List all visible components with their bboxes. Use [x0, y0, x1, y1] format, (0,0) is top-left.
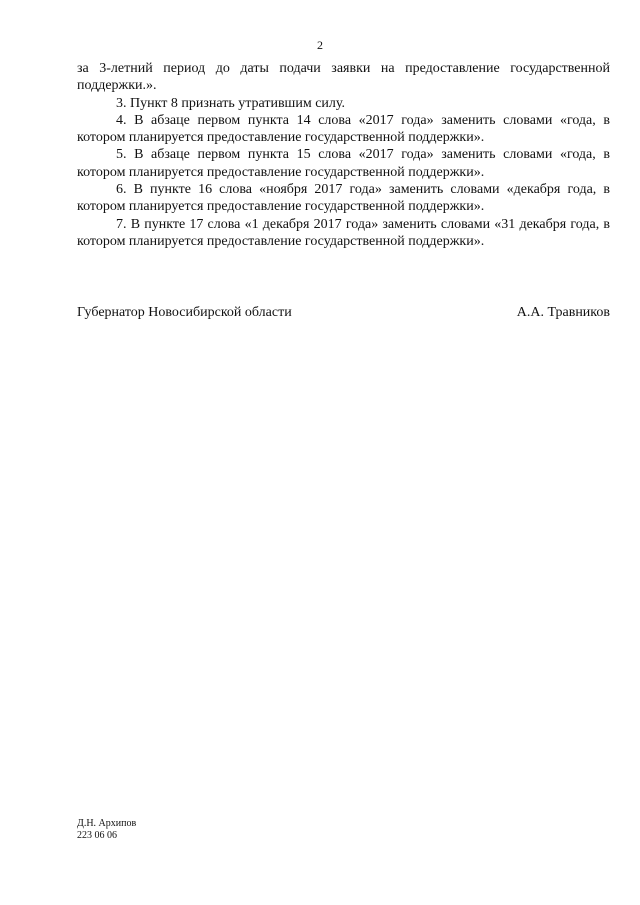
- signatory-position: Губернатор Новосибирской области: [77, 305, 292, 320]
- signature-block: [77, 304, 610, 321]
- executor-name: Д.Н. Архипов: [77, 818, 137, 829]
- executor-phone: 223 06 06: [77, 830, 117, 841]
- paragraph-continuation: за 3-летний период до даты подачи заявки на предоставление государственной поддержки.».: [77, 61, 610, 94]
- paragraph-item-7: 7. В пункте 17 слова «1 декабря 2017 года» заменить словами «31 декабря года, в котором планируется предоставление государственной поддержки».: [77, 216, 610, 249]
- paragraph-item-4: 4. В абзаце первом пункта 14 слова «2017 года» заменить словами «года, в котором планируется предоставление государственной поддержки».: [77, 112, 610, 146]
- page-number: 2: [317, 38, 323, 52]
- executor-block: [77, 818, 136, 842]
- paragraph-item-5: 5. В абзаце первом пункта 15 слова «2017 года» заменить словами «года, в котором планируется предоставление государственной поддержки».: [77, 147, 610, 180]
- paragraph-item-3: 3. Пункт 8 признать утратившим силу.: [116, 95, 345, 111]
- signatory-name: А.А. Травников: [516, 305, 610, 320]
- paragraph-item-6: 6. В пункте 16 слова «ноября 2017 года» заменить словами «декабря года, в котором планируется предоставление государственной поддержки».: [77, 182, 610, 215]
- document-body: [77, 60, 610, 250]
